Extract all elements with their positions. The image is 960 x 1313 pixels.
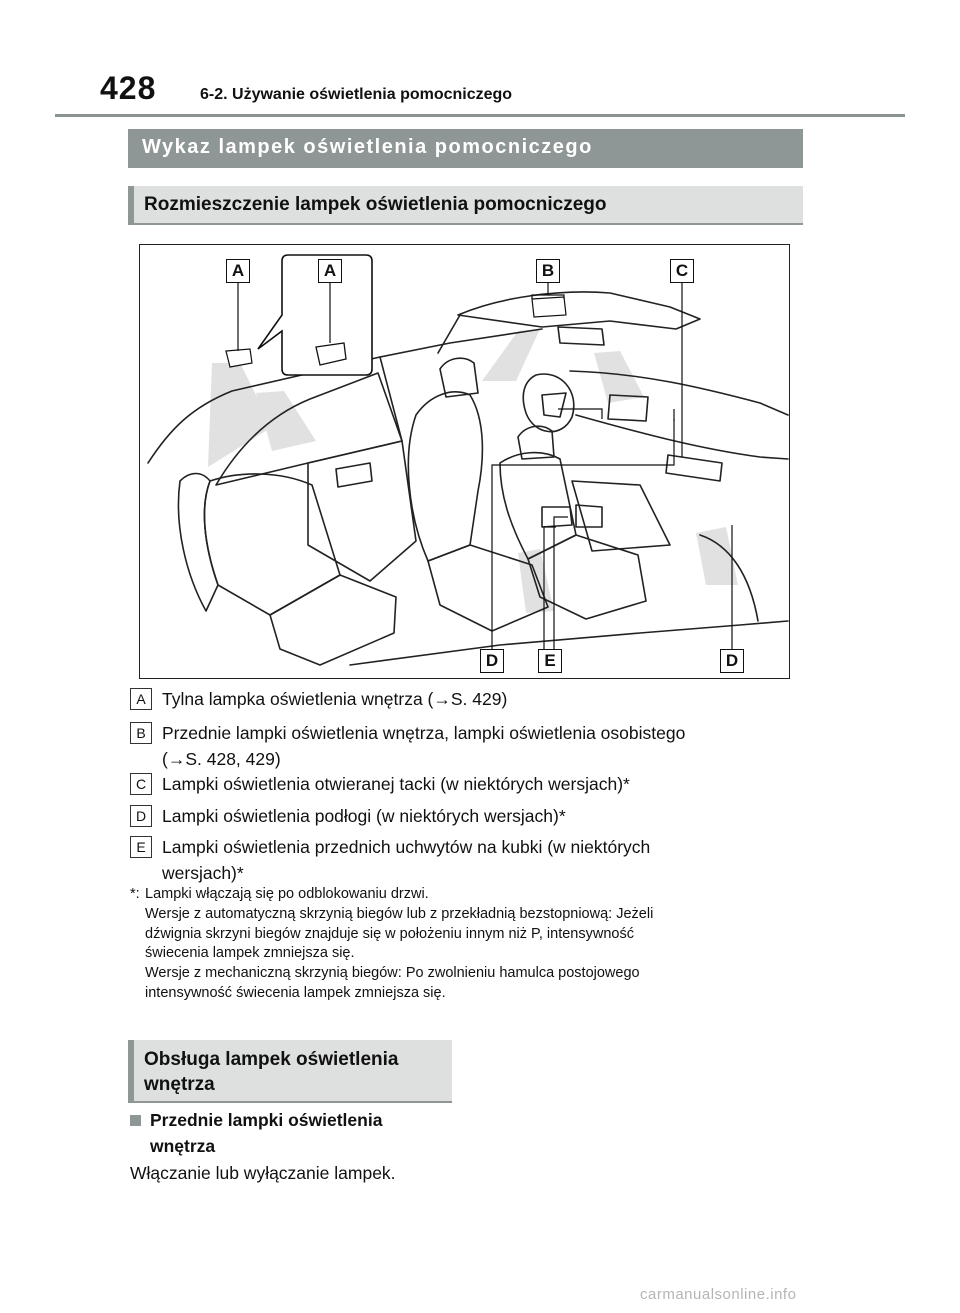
legend-text: Lampki oświetlenia podłogi (w niektórych wersjach)* bbox=[162, 806, 566, 826]
footnote-mark: *: bbox=[130, 886, 140, 902]
callout-d-right: D bbox=[720, 649, 744, 673]
operation-heading-line: wnętrza bbox=[144, 1074, 215, 1095]
subsection-heading-line: wnętrza bbox=[150, 1136, 216, 1156]
center-console bbox=[572, 481, 670, 551]
footnote-line: Lampki włączają się po odblokowaniu drzwi. bbox=[145, 886, 429, 902]
rear-lamp bbox=[226, 349, 252, 367]
interior-lights-figure bbox=[139, 244, 790, 679]
footnote-line: Wersje z mechaniczną skrzynią biegów: Po zwolnieniu hamulca postojowego bbox=[145, 965, 640, 982]
page-number: 428 bbox=[100, 70, 157, 106]
legend-item-a bbox=[130, 688, 810, 714]
legend-text: Lampki oświetlenia otwieranej tacki (w niektórych wersjach)* bbox=[162, 774, 630, 794]
front-seat-driver bbox=[408, 392, 482, 561]
footnote-line: Wersje z automatyczną skrzynią biegów lub z przekładnią bezstopniową: Jeżeli bbox=[145, 905, 654, 922]
a-pillar bbox=[438, 315, 460, 353]
legend-text-cont: (→S. 428, 429) bbox=[162, 749, 281, 769]
zoom-inset bbox=[258, 255, 372, 375]
callout-e: E bbox=[538, 649, 562, 673]
rear-seat-side bbox=[178, 474, 218, 612]
b-pillar bbox=[380, 357, 402, 441]
legend-key: A bbox=[130, 688, 152, 710]
front-lamp-cluster bbox=[532, 297, 566, 317]
rear-door-panel bbox=[308, 441, 416, 581]
watermark: carmanualsonline.info bbox=[640, 1286, 797, 1303]
legend-key: D bbox=[130, 805, 152, 827]
sub-heading: Rozmieszczenie lampek oświetlenia pomocniczego bbox=[128, 186, 803, 225]
body-paragraph: Włączanie lub wyłączanie lampek. bbox=[130, 1163, 396, 1183]
legend-key: C bbox=[130, 773, 152, 795]
section-title: 6-2. Używanie oświetlenia pomocniczego bbox=[200, 86, 513, 103]
callout-c: C bbox=[670, 259, 694, 283]
legend-item-b bbox=[130, 722, 810, 774]
rear-seat-back bbox=[204, 474, 340, 615]
legend-key: B bbox=[130, 722, 152, 744]
footnote-line: intensywność świecenia lampek zmniejsza się. bbox=[145, 984, 446, 1001]
car-interior-illustration bbox=[140, 245, 789, 678]
main-heading: Wykaz lampek oświetlenia pomocniczego bbox=[128, 129, 803, 168]
rear-mirror bbox=[558, 327, 604, 345]
subsection-heading-line: Przednie lampki oświetlenia bbox=[150, 1110, 383, 1130]
square-bullet-icon bbox=[130, 1115, 141, 1126]
callout-a-inset: A bbox=[318, 259, 342, 283]
operation-heading bbox=[128, 1040, 452, 1103]
legend-text-cont: wersjach)* bbox=[162, 863, 244, 883]
steering-wheel bbox=[523, 374, 574, 432]
legend-key: E bbox=[130, 836, 152, 858]
headrest-driver bbox=[440, 358, 478, 397]
rear-door-handle bbox=[336, 463, 372, 487]
light-beam-floor-left bbox=[518, 549, 554, 613]
front-seat-passenger bbox=[500, 453, 576, 559]
footnote-line: dźwignia skrzyni biegów znajduje się w położeniu innym niż P, intensywność bbox=[145, 925, 634, 942]
legend-item-c bbox=[130, 773, 810, 799]
legend-item-e bbox=[130, 836, 810, 888]
header-divider bbox=[55, 114, 905, 117]
legend-text: Lampki oświetlenia przednich uchwytów na kubki (w niektórych bbox=[162, 837, 651, 857]
operation-heading-line: Obsługa lampek oświetlenia bbox=[144, 1049, 399, 1070]
legend-item-d bbox=[130, 805, 810, 831]
callout-a-rear: A bbox=[226, 259, 250, 283]
callout-b: B bbox=[536, 259, 560, 283]
steering-wheel-inner bbox=[542, 393, 566, 417]
callout-d-left: D bbox=[480, 649, 504, 673]
rear-seat-cushion bbox=[270, 575, 396, 665]
headliner-front bbox=[458, 292, 700, 329]
legend-text: Tylna lampka oświetlenia wnętrza (→S. 429) bbox=[162, 689, 508, 709]
footnote-line: świecenia lampek zmniejsza się. bbox=[145, 945, 355, 962]
legend-text: Przednie lampki oświetlenia wnętrza, lampki oświetlenia osobistego bbox=[162, 723, 686, 743]
